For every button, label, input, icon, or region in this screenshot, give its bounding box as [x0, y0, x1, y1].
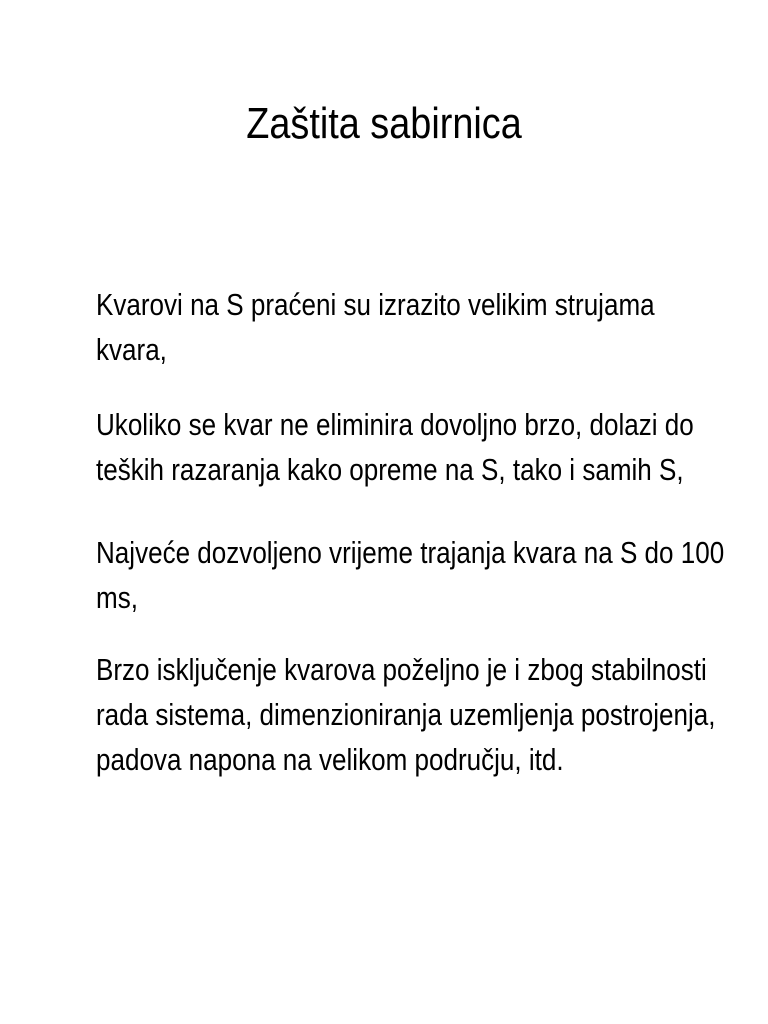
- paragraph-line: kvara,: [96, 332, 167, 367]
- paragraph-fast-disconnection: [96, 647, 716, 782]
- paragraph-fault-currents: [96, 282, 655, 372]
- paragraph-line: teških razaranja kako opreme na S, tako i samih S,: [96, 452, 684, 487]
- paragraph-max-duration: [96, 530, 724, 620]
- paragraph-line: padova napona na velikom području, itd.: [96, 742, 564, 777]
- paragraph-line: Brzo isključenje kvarova poželjno je i zbog stabilnosti: [96, 652, 707, 687]
- slide-title: Zaštita sabirnica: [246, 99, 522, 148]
- paragraph-line: rada sistema, dimenzioniranja uzemljenja postrojenja,: [96, 697, 716, 732]
- paragraph-line: ms,: [96, 580, 138, 615]
- paragraph-line: Najveće dozvoljeno vrijeme trajanja kvara na S do 100: [96, 535, 725, 570]
- paragraph-line: Kvarovi na S praćeni su izrazito velikim strujama: [96, 287, 655, 322]
- paragraph-fault-elimination: [96, 402, 694, 492]
- paragraph-line: Ukoliko se kvar ne eliminira dovoljno brzo, dolazi do: [96, 407, 694, 442]
